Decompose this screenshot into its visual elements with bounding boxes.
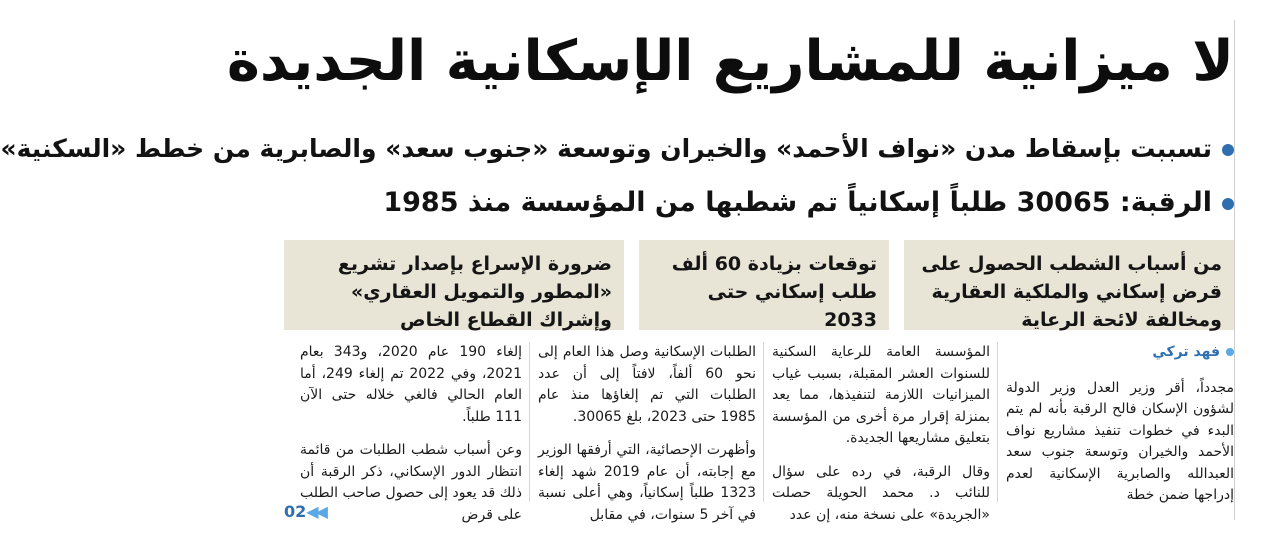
highlight-boxes	[284, 240, 1234, 330]
headline: لا ميزانية للمشاريع الإسكانية الجديدة	[226, 29, 1234, 94]
article-column-2	[772, 342, 990, 523]
continue-arrows-icon: ◀◀	[306, 502, 325, 521]
article-column-1	[1006, 342, 1234, 502]
subheadline-2-text: الرقبة: 30065 طلباً إسكانياً تم شطبها من المؤسسة منذ 1985	[383, 187, 1212, 218]
column-divider	[529, 342, 530, 502]
bullet-icon	[1222, 144, 1234, 156]
column-2-paragraph-1: المؤسسة العامة للرعاية السكنية للسنوات العشر المقبلة، بسبب غياب الميزانيات اللازمة لتنفيذها، مما يعد بمنزلة إقرار مرة أخرى من المؤسسة بتعليق مشاريعها الجديدة.	[772, 344, 990, 446]
article-column-3	[538, 342, 756, 523]
column-4-paragraph-2: وعن أسباب شطب الطلبات من قائمة انتظار الدور الإسكاني، ذكر الرقبة أن ذلك قد يعود إلى حصول صاحب الطلب على قرض	[300, 442, 522, 523]
column-divider	[763, 342, 764, 502]
continued-page-indicator[interactable]	[284, 502, 329, 521]
column-1-paragraph-1: مجدداً، أقر وزير العدل وزير الدولة لشؤون الإسكان فالح الرقبة بأنه لم يتم البدء في خطوات تنفيذ مشاريع نواف الأحمد والخيران وتوسعة جنوب سعد العبدالله والصابرية الإسكانية لعدم إدراجها ضمن خطة	[1006, 379, 1234, 503]
page-number: 02	[284, 502, 307, 521]
subheadline-2	[284, 184, 1234, 222]
column-divider	[997, 342, 998, 502]
newspaper-page	[0, 20, 1235, 523]
column-3-paragraph-1: الطلبات الإسكانية وصل هذا العام إلى نحو 60 ألفاً، لافتاً إلى أن عدد الطلبات التي تم إلغاؤها منذ عام 1985 حتى 2023، بلغ 30065.	[538, 344, 756, 425]
subheadline-1	[0, 130, 1234, 168]
highlight-box-1: من أسباب الشطب الحصول على قرض إسكاني والملكية العقارية ومخالفة لائحة الرعاية	[904, 240, 1234, 330]
byline-dot-icon	[1226, 348, 1234, 356]
bullet-icon	[1222, 198, 1234, 210]
subheadline-1-text: تسببت بإسقاط مدن «نواف الأحمد» والخيران وتوسعة «جنوب سعد» والصابرية من خطط «السكنية»	[0, 134, 1212, 163]
column-2-paragraph-2: وقال الرقبة، في رده على سؤال للنائب د. محمد الحويلة حصلت «الجريدة» على نسخة منه، إن عدد	[772, 463, 990, 523]
column-4-paragraph-1: إلغاء 190 عام 2020، و343 بعام 2021، وفي 2022 تم إلغاء 249، أما العام الحالي فالغي خلاله حتى الآن 111 طلباً.	[300, 344, 523, 425]
highlight-box-3: ضرورة الإسراع بإصدار تشريع «المطور والتمويل العقاري» وإشراك القطاع الخاص	[284, 240, 624, 330]
column-3-paragraph-2: وأظهرت الإحصائية، التي أرفقها الوزير مع إجابته، أن عام 2019 شهد إلغاء 1323 طلباً إسكانياً، وهي أعلى نسبة في آخر 5 سنوات، في مقابل	[538, 442, 756, 523]
article-column-4	[300, 342, 523, 523]
byline	[1006, 342, 1234, 364]
highlight-box-2: توقعات بزيادة 60 ألف طلب إسكاني حتى 2033	[639, 240, 889, 330]
byline-author: فهد تركي	[1152, 344, 1220, 360]
